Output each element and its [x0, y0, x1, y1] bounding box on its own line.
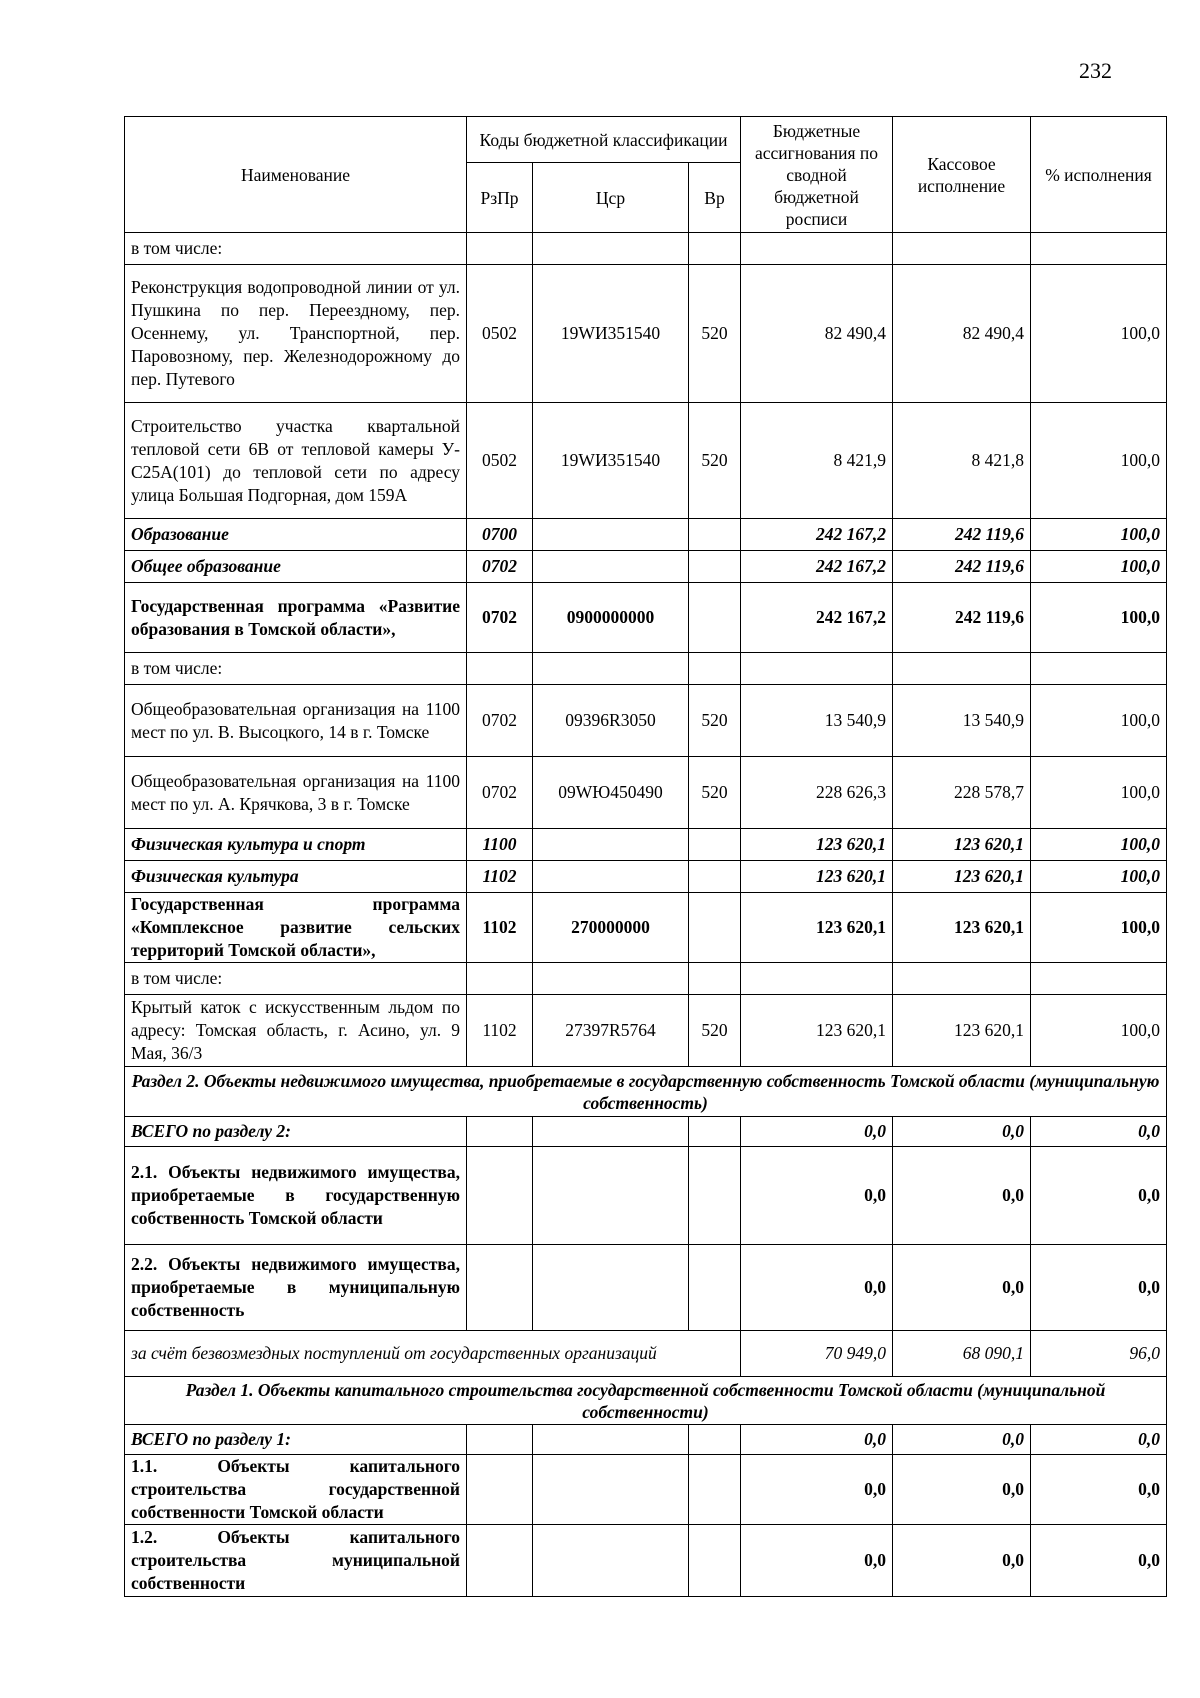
- cell-assignments: [741, 963, 893, 995]
- header-vr: Вр: [689, 163, 741, 233]
- cell-cash: 242 119,6: [893, 519, 1031, 551]
- section-title: Раздел 1. Объекты капитального строительства государственной собственности Томской области (муниципальной собственности): [125, 1377, 1167, 1425]
- table-row: [125, 829, 1167, 861]
- cell-assignments: 123 620,1: [741, 995, 893, 1067]
- cell-assignments: 0,0: [741, 1525, 893, 1597]
- page-number: 232: [1079, 58, 1112, 83]
- cell-csr: 27397R5764: [533, 995, 689, 1067]
- cell-rzpr: [467, 653, 533, 685]
- table-body: [125, 233, 1167, 1597]
- cell-cash: 123 620,1: [893, 829, 1031, 861]
- cell-csr: 270000000: [533, 893, 689, 963]
- cell-assignments: 123 620,1: [741, 829, 893, 861]
- table-row: [125, 861, 1167, 893]
- table-row: [125, 893, 1167, 963]
- cell-csr: [533, 233, 689, 265]
- cell-vr: [689, 519, 741, 551]
- cell-vr: [689, 1147, 741, 1245]
- table-row: [125, 1455, 1167, 1525]
- cell-vr: [689, 583, 741, 653]
- cell-cash: [893, 963, 1031, 995]
- cell-percent: 100,0: [1031, 757, 1167, 829]
- cell-assignments: 0,0: [741, 1147, 893, 1245]
- cell-assignments: 13 540,9: [741, 685, 893, 757]
- table-row: [125, 1331, 1167, 1377]
- cell-assignments: 228 626,3: [741, 757, 893, 829]
- cell-vr: [689, 1245, 741, 1331]
- row-name: Государственная программа «Комплексное развитие сельских территорий Томской области»,: [125, 893, 467, 963]
- cell-assignments: 123 620,1: [741, 893, 893, 963]
- cell-rzpr: [467, 1455, 533, 1525]
- row-name: Общеобразовательная организация на 1100 мест по ул. В. Высоцкого, 14 в г. Томске: [125, 685, 467, 757]
- cell-percent: 100,0: [1031, 551, 1167, 583]
- cell-vr: [689, 1525, 741, 1597]
- cell-percent: 100,0: [1031, 861, 1167, 893]
- table-row: [125, 519, 1167, 551]
- cell-vr: 520: [689, 265, 741, 403]
- cell-rzpr: [467, 1117, 533, 1147]
- row-name: Общеобразовательная организация на 1100 мест по ул. А. Крячкова, 3 в г. Томске: [125, 757, 467, 829]
- row-name: Общее образование: [125, 551, 467, 583]
- cell-csr: [533, 551, 689, 583]
- header-name: Наименование: [125, 117, 467, 233]
- cell-cash: 123 620,1: [893, 893, 1031, 963]
- cell-percent: [1031, 233, 1167, 265]
- cell-rzpr: 1102: [467, 893, 533, 963]
- cell-vr: [689, 963, 741, 995]
- table-row: [125, 1147, 1167, 1245]
- cell-cash: 242 119,6: [893, 551, 1031, 583]
- header-percent: % исполнения: [1031, 117, 1167, 233]
- header-assignments: Бюджетные ассигнования по сводной бюджетной росписи: [741, 117, 893, 233]
- row-name: Реконструкция водопроводной линии от ул. Пушкина по пер. Переездному, пер. Осеннему, ул. Транспортной, пер. Паровозному, пер. Железнодорожному до пер. Путевого: [125, 265, 467, 403]
- cell-assignments: [741, 653, 893, 685]
- cell-vr: 520: [689, 403, 741, 519]
- cell-vr: 520: [689, 757, 741, 829]
- cell-csr: [533, 1455, 689, 1525]
- cell-csr: [533, 1245, 689, 1331]
- cell-rzpr: 1102: [467, 861, 533, 893]
- cell-percent: 0,0: [1031, 1147, 1167, 1245]
- header-rzpr: РзПр: [467, 163, 533, 233]
- cell-vr: [689, 893, 741, 963]
- cell-percent: 0,0: [1031, 1455, 1167, 1525]
- cell-percent: 100,0: [1031, 519, 1167, 551]
- cell-rzpr: 0702: [467, 583, 533, 653]
- cell-rzpr: 0702: [467, 685, 533, 757]
- row-name: 2.1. Объекты недвижимого имущества, приобретаемые в государственную собственность Томской области: [125, 1147, 467, 1245]
- cell-percent: 100,0: [1031, 583, 1167, 653]
- cell-assignments: 0,0: [741, 1425, 893, 1455]
- table-row: [125, 551, 1167, 583]
- row-name: Строительство участка квартальной тепловой сети 6В от тепловой камеры У-С25А(101) до тепловой сети по адресу улица Большая Подгорная, дом 159А: [125, 403, 467, 519]
- cell-cash: 0,0: [893, 1117, 1031, 1147]
- cell-percent: 0,0: [1031, 1245, 1167, 1331]
- cell-csr: [533, 519, 689, 551]
- cell-vr: 520: [689, 995, 741, 1067]
- table-row: [125, 653, 1167, 685]
- cell-percent: 0,0: [1031, 1117, 1167, 1147]
- cell-csr: [533, 653, 689, 685]
- cell-percent: 0,0: [1031, 1525, 1167, 1597]
- cell-vr: [689, 233, 741, 265]
- header-cash: Кассовое исполнение: [893, 117, 1031, 233]
- cell-assignments: 123 620,1: [741, 861, 893, 893]
- cell-vr: [689, 653, 741, 685]
- cell-cash: 0,0: [893, 1147, 1031, 1245]
- table-row: [125, 1117, 1167, 1147]
- cell-percent: 100,0: [1031, 403, 1167, 519]
- section-row: [125, 1067, 1167, 1117]
- cell-percent: 100,0: [1031, 893, 1167, 963]
- table-header: [125, 117, 1167, 233]
- cell-cash: 228 578,7: [893, 757, 1031, 829]
- row-name: 1.1. Объекты капитального строительства государственной собственности Томской области: [125, 1455, 467, 1525]
- cell-rzpr: 1100: [467, 829, 533, 861]
- header-csr: Цср: [533, 163, 689, 233]
- row-name: за счёт безвозмездных поступлений от государственных организаций: [125, 1331, 741, 1377]
- row-name: Государственная программа «Развитие образования в Томской области»,: [125, 583, 467, 653]
- cell-assignments: 82 490,4: [741, 265, 893, 403]
- cell-csr: [533, 963, 689, 995]
- cell-assignments: 242 167,2: [741, 583, 893, 653]
- row-name: в том числе:: [125, 653, 467, 685]
- cell-cash: 13 540,9: [893, 685, 1031, 757]
- row-name: ВСЕГО по разделу 1:: [125, 1425, 467, 1455]
- cell-vr: [689, 1425, 741, 1455]
- cell-csr: 0900000000: [533, 583, 689, 653]
- cell-cash: 0,0: [893, 1455, 1031, 1525]
- cell-assignments: 0,0: [741, 1117, 893, 1147]
- cell-percent: 100,0: [1031, 685, 1167, 757]
- row-name: в том числе:: [125, 233, 467, 265]
- cell-csr: 19WИ351540: [533, 403, 689, 519]
- cell-percent: [1031, 963, 1167, 995]
- cell-rzpr: 0700: [467, 519, 533, 551]
- cell-rzpr: [467, 963, 533, 995]
- cell-percent: 0,0: [1031, 1425, 1167, 1455]
- cell-cash: 68 090,1: [893, 1331, 1031, 1377]
- cell-assignments: [741, 233, 893, 265]
- row-name: ВСЕГО по разделу 2:: [125, 1117, 467, 1147]
- cell-csr: 09WЮ450490: [533, 757, 689, 829]
- row-name: в том числе:: [125, 963, 467, 995]
- cell-vr: [689, 861, 741, 893]
- cell-assignments: 242 167,2: [741, 551, 893, 583]
- table-row: [125, 403, 1167, 519]
- cell-cash: 0,0: [893, 1245, 1031, 1331]
- section-title: Раздел 2. Объекты недвижимого имущества, приобретаемые в государственную собственность Томской области (муниципальную собственность): [125, 1067, 1167, 1117]
- cell-rzpr: [467, 1147, 533, 1245]
- cell-percent: 96,0: [1031, 1331, 1167, 1377]
- section-row: [125, 1377, 1167, 1425]
- cell-vr: [689, 1117, 741, 1147]
- header-codes: Коды бюджетной классификации: [467, 117, 741, 163]
- cell-vr: [689, 551, 741, 583]
- cell-csr: 09396R3050: [533, 685, 689, 757]
- cell-assignments: 70 949,0: [741, 1331, 893, 1377]
- row-name: Крытый каток с искусственным льдом по адресу: Томская область, г. Асино, ул. 9 Мая, 36/3: [125, 995, 467, 1067]
- table-row: [125, 583, 1167, 653]
- cell-csr: 19WИ351540: [533, 265, 689, 403]
- table-row: [125, 265, 1167, 403]
- cell-cash: 0,0: [893, 1525, 1031, 1597]
- cell-cash: 8 421,8: [893, 403, 1031, 519]
- row-name: 2.2. Объекты недвижимого имущества, приобретаемые в муниципальную собственность: [125, 1245, 467, 1331]
- cell-cash: 123 620,1: [893, 995, 1031, 1067]
- cell-csr: [533, 861, 689, 893]
- row-name: Физическая культура и спорт: [125, 829, 467, 861]
- cell-cash: 123 620,1: [893, 861, 1031, 893]
- cell-rzpr: 1102: [467, 995, 533, 1067]
- row-name: Физическая культура: [125, 861, 467, 893]
- cell-rzpr: 0702: [467, 757, 533, 829]
- cell-csr: [533, 1425, 689, 1455]
- table-row: [125, 1425, 1167, 1455]
- cell-assignments: 0,0: [741, 1455, 893, 1525]
- table-row: [125, 685, 1167, 757]
- cell-percent: 100,0: [1031, 995, 1167, 1067]
- row-name: Образование: [125, 519, 467, 551]
- cell-rzpr: 0502: [467, 265, 533, 403]
- table-row: [125, 1525, 1167, 1597]
- cell-rzpr: [467, 1245, 533, 1331]
- cell-rzpr: [467, 1425, 533, 1455]
- table-row: [125, 995, 1167, 1067]
- cell-cash: [893, 233, 1031, 265]
- cell-vr: [689, 829, 741, 861]
- budget-table: [124, 116, 1167, 1597]
- cell-rzpr: [467, 1525, 533, 1597]
- cell-rzpr: [467, 233, 533, 265]
- cell-rzpr: 0502: [467, 403, 533, 519]
- cell-percent: 100,0: [1031, 265, 1167, 403]
- table-row: [125, 757, 1167, 829]
- cell-cash: 0,0: [893, 1425, 1031, 1455]
- cell-rzpr: 0702: [467, 551, 533, 583]
- cell-csr: [533, 1525, 689, 1597]
- table-row: [125, 1245, 1167, 1331]
- cell-csr: [533, 1117, 689, 1147]
- cell-csr: [533, 1147, 689, 1245]
- cell-assignments: 8 421,9: [741, 403, 893, 519]
- cell-cash: 82 490,4: [893, 265, 1031, 403]
- cell-cash: 242 119,6: [893, 583, 1031, 653]
- cell-percent: [1031, 653, 1167, 685]
- cell-vr: 520: [689, 685, 741, 757]
- cell-cash: [893, 653, 1031, 685]
- cell-assignments: 242 167,2: [741, 519, 893, 551]
- table-row: [125, 963, 1167, 995]
- cell-assignments: 0,0: [741, 1245, 893, 1331]
- table-row: [125, 233, 1167, 265]
- cell-percent: 100,0: [1031, 829, 1167, 861]
- cell-csr: [533, 829, 689, 861]
- cell-vr: [689, 1455, 741, 1525]
- row-name: 1.2. Объекты капитального строительства муниципальной собственности: [125, 1525, 467, 1597]
